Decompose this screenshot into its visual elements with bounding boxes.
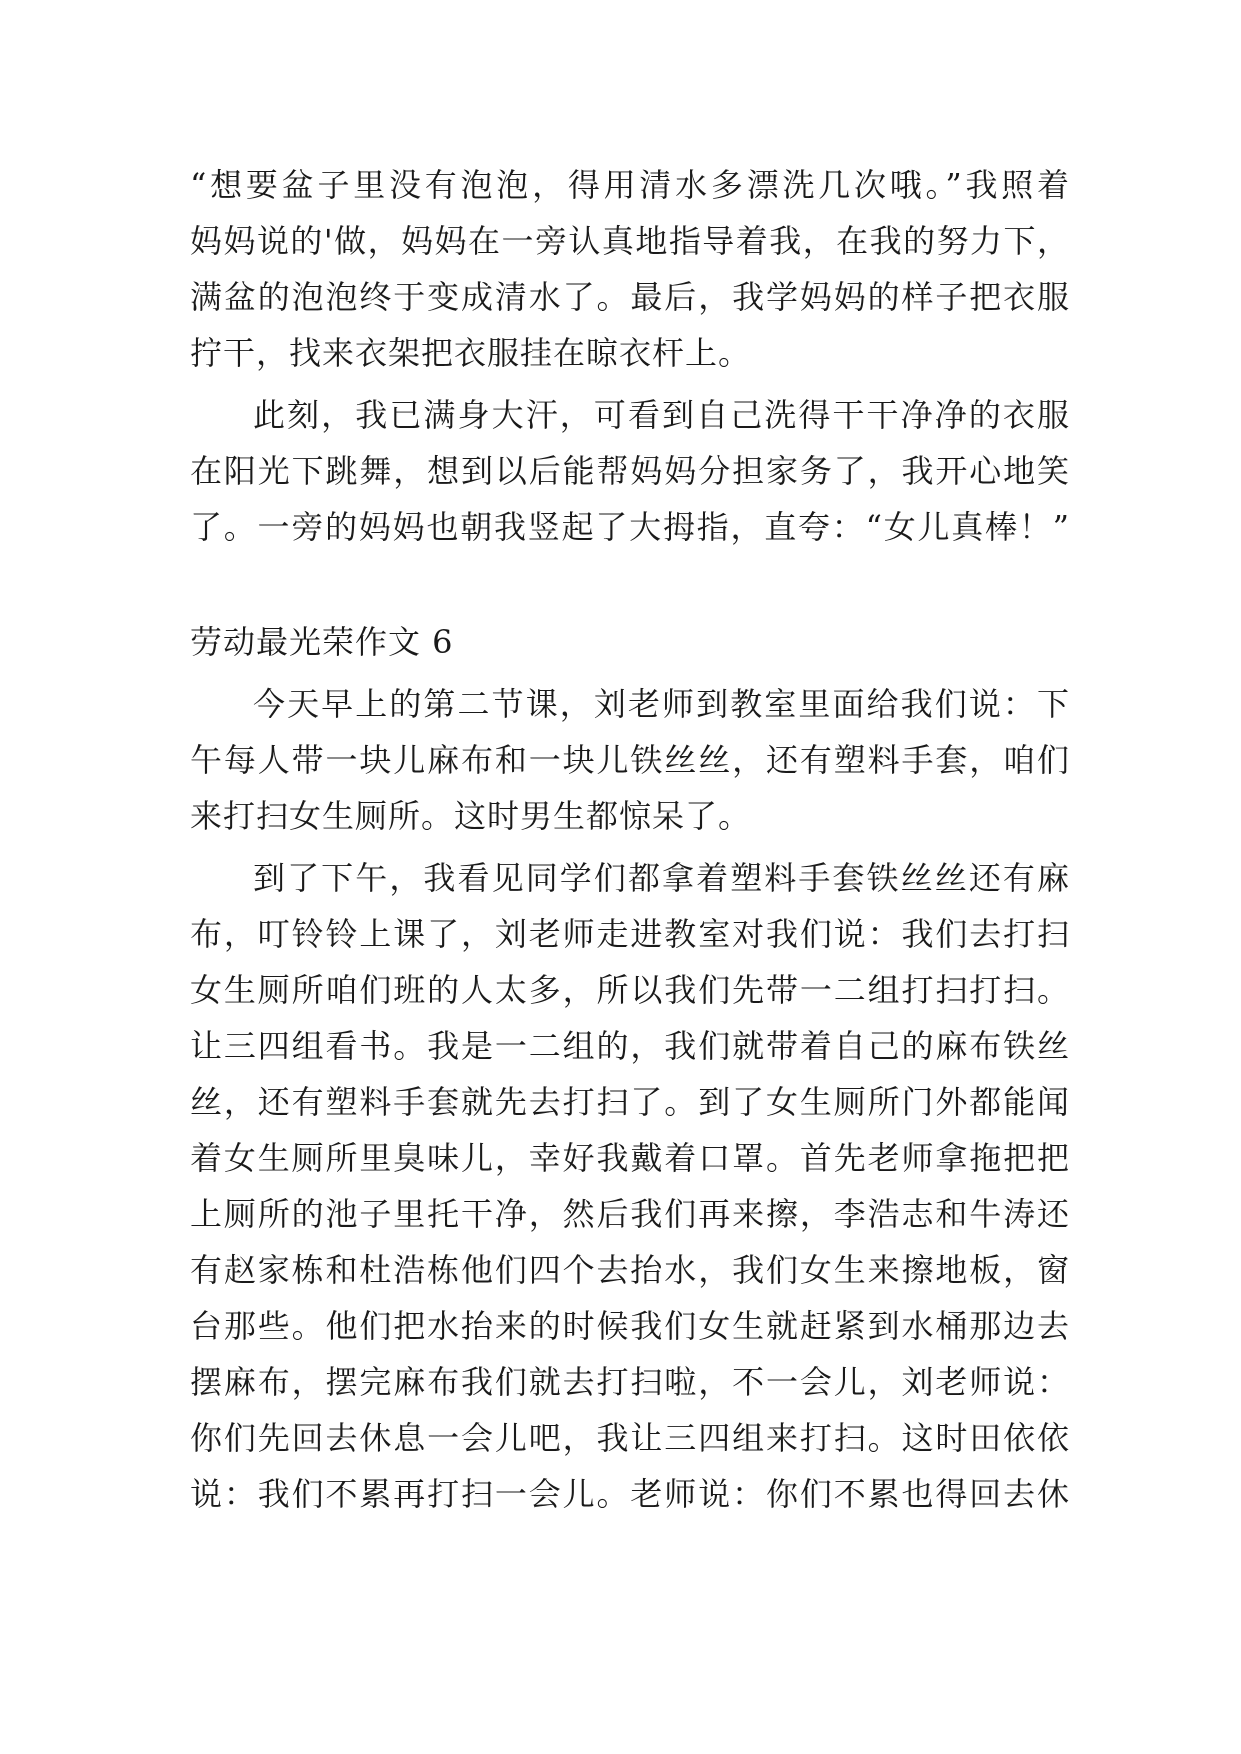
paragraph-1-line-2: 妈妈说的'做，妈妈在一旁认真地指导着我，在我的努力下， (190, 222, 1070, 260)
paragraph-4-line-12: 说：我们不累再打扫一会儿。老师说：你们不累也得回去休 (190, 1475, 1070, 1513)
paragraph-3-line-3: 来打扫女生厕所。这时男生都惊呆了。 (190, 797, 752, 835)
paragraph-4-line-1: 到了下午，我看见同学们都拿着塑料手套铁丝丝还有麻 (253, 859, 1070, 897)
paragraph-2-line-2: 在阳光下跳舞，想到以后能帮妈妈分担家务了，我开心地笑 (190, 452, 1070, 490)
paragraph-1-line-1: “想要盆子里没有泡泡，得用清水多漂洗几次哦。”我照着 (190, 166, 1070, 204)
paragraph-3-line-1: 今天早上的第二节课，刘老师到教室里面给我们说：下 (253, 685, 1070, 723)
paragraph-4-line-3: 女生厕所咱们班的人太多，所以我们先带一二组打扫打扫。 (190, 971, 1070, 1009)
paragraph-4-line-9: 台那些。他们把水抬来的时候我们女生就赶紧到水桶那边去 (190, 1307, 1070, 1345)
paragraph-4-line-11: 你们先回去休息一会儿吧，我让三四组来打扫。这时田依依 (190, 1419, 1070, 1457)
paragraph-2-line-1: 此刻，我已满身大汗，可看到自己洗得干干净净的衣服 (253, 396, 1070, 434)
paragraph-2-line-3: 了。一旁的妈妈也朝我竖起了大拇指，直夸：“女儿真棒！” (190, 508, 1070, 546)
paragraph-4-line-5: 丝，还有塑料手套就先去打扫了。到了女生厕所门外都能闻 (190, 1083, 1070, 1121)
paragraph-4-line-4: 让三四组看书。我是一二组的，我们就带着自己的麻布铁丝 (190, 1027, 1070, 1065)
paragraph-4-line-7: 上厕所的池子里托干净，然后我们再来擦，李浩志和牛涛还 (190, 1195, 1070, 1233)
paragraph-4-line-8: 有赵家栋和杜浩栋他们四个去抬水，我们女生来擦地板，窗 (190, 1251, 1070, 1289)
paragraph-4-line-2: 布，叮铃铃上课了，刘老师走进教室对我们说：我们去打扫 (190, 915, 1070, 953)
paragraph-1-line-4: 拧干，找来衣架把衣服挂在晾衣杆上。 (190, 334, 752, 372)
paragraph-1-line-3: 满盆的泡泡终于变成清水了。最后，我学妈妈的样子把衣服 (190, 278, 1070, 316)
section-title: 劳动最光荣作文 6 (190, 623, 454, 661)
paragraph-4-line-10: 摆麻布，摆完麻布我们就去打扫啦，不一会儿，刘老师说： (190, 1363, 1070, 1401)
paragraph-3-line-2: 午每人带一块儿麻布和一块儿铁丝丝，还有塑料手套，咱们 (190, 741, 1070, 779)
paragraph-4-line-6: 着女生厕所里臭味儿，幸好我戴着口罩。首先老师拿拖把把 (190, 1139, 1070, 1177)
